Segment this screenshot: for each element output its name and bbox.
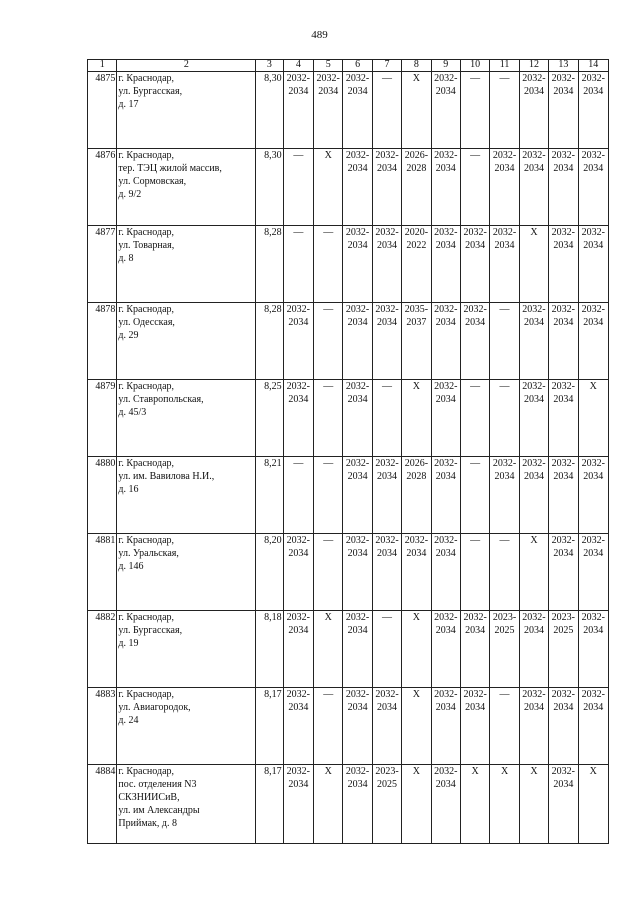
address: г. Краснодар, ул. Уральская, д. 146	[117, 534, 256, 611]
record-number: 4879	[88, 380, 117, 457]
period-cell: 2032- 2034	[490, 457, 519, 534]
period-cell: 2032- 2034	[343, 303, 372, 380]
address: г. Краснодар, тер. ТЭЦ жилой массив, ул. Сормовская, д. 9/2	[117, 149, 256, 226]
period-cell: 2032- 2034	[519, 611, 548, 688]
period-cell: 2032- 2034	[431, 534, 460, 611]
period-cell: 2032- 2034	[372, 226, 401, 303]
column-header: 3	[256, 60, 283, 72]
period-cell: 2032- 2034	[549, 765, 578, 844]
address: г. Краснодар, ул. Бургасская, д. 17	[117, 72, 256, 149]
period-cell: 2023- 2025	[490, 611, 519, 688]
column-header: 11	[490, 60, 519, 72]
rating-value: 8,21	[256, 457, 283, 534]
period-cell: —	[490, 303, 519, 380]
period-cell: 2032- 2034	[460, 688, 489, 765]
period-cell: —	[314, 226, 343, 303]
period-cell: 2032- 2034	[549, 72, 578, 149]
rating-value: 8,17	[256, 688, 283, 765]
period-cell: 2032- 2034	[490, 149, 519, 226]
period-cell: X	[578, 380, 608, 457]
period-cell: 2032- 2034	[283, 303, 313, 380]
period-cell: 2032- 2034	[549, 688, 578, 765]
page-number: 489	[311, 29, 328, 41]
period-cell: X	[314, 149, 343, 226]
period-cell: 2032- 2034	[372, 534, 401, 611]
period-cell: 2032- 2034	[431, 380, 460, 457]
period-cell: —	[460, 534, 489, 611]
table-row	[88, 611, 609, 688]
period-cell: —	[490, 380, 519, 457]
period-cell: 2032- 2034	[519, 72, 548, 149]
period-cell: —	[372, 611, 401, 688]
table-row	[88, 72, 609, 149]
column-header: 5	[314, 60, 343, 72]
period-cell: 2032- 2034	[578, 72, 608, 149]
column-header: 4	[283, 60, 313, 72]
period-cell: 2032- 2034	[519, 303, 548, 380]
column-header: 13	[549, 60, 578, 72]
period-cell: —	[283, 226, 313, 303]
address: г. Краснодар, ул. Товарная, д. 8	[117, 226, 256, 303]
period-cell: —	[283, 149, 313, 226]
column-header: 1	[88, 60, 117, 72]
record-number: 4878	[88, 303, 117, 380]
period-cell: 2032- 2034	[431, 72, 460, 149]
period-cell: —	[283, 457, 313, 534]
period-cell: 2032- 2034	[549, 149, 578, 226]
record-number: 4877	[88, 226, 117, 303]
period-cell: 2032- 2034	[343, 534, 372, 611]
column-header: 6	[343, 60, 372, 72]
period-cell: 2032- 2034	[578, 688, 608, 765]
period-cell: 2032- 2034	[578, 534, 608, 611]
period-cell: 2032- 2034	[343, 457, 372, 534]
rating-value: 8,20	[256, 534, 283, 611]
period-cell: 2032- 2034	[460, 611, 489, 688]
rating-value: 8,25	[256, 380, 283, 457]
period-cell: 2032- 2034	[431, 765, 460, 844]
address: г. Краснодар, ул. им. Вавилова Н.И., д. 16	[117, 457, 256, 534]
period-cell: X	[490, 765, 519, 844]
period-cell: X	[402, 765, 431, 844]
period-cell: 2026- 2028	[402, 149, 431, 226]
period-cell: 2032- 2034	[314, 72, 343, 149]
period-cell: X	[402, 688, 431, 765]
period-cell: 2032- 2034	[283, 534, 313, 611]
period-cell: —	[460, 149, 489, 226]
period-cell: —	[460, 457, 489, 534]
address: г. Краснодар, ул. Авиагородок, д. 24	[117, 688, 256, 765]
table-row	[88, 765, 609, 844]
column-header: 7	[372, 60, 401, 72]
period-cell: 2032- 2034	[549, 226, 578, 303]
period-cell: 2032- 2034	[343, 765, 372, 844]
table-row	[88, 380, 609, 457]
period-cell: 2032- 2034	[283, 611, 313, 688]
period-cell: 2032- 2034	[343, 226, 372, 303]
period-cell: 2032- 2034	[578, 149, 608, 226]
period-cell: 2032- 2034	[283, 765, 313, 844]
period-cell: 2032- 2034	[343, 149, 372, 226]
period-cell: 2032- 2034	[402, 534, 431, 611]
rating-value: 8,28	[256, 226, 283, 303]
period-cell: 2032- 2034	[578, 226, 608, 303]
period-cell: 2026- 2028	[402, 457, 431, 534]
period-cell: 2032- 2034	[578, 611, 608, 688]
period-cell: 2032- 2034	[519, 457, 548, 534]
address: г. Краснодар, ул. Бургасская, д. 19	[117, 611, 256, 688]
period-cell: X	[402, 611, 431, 688]
period-cell: X	[519, 765, 548, 844]
period-cell: 2032- 2034	[519, 149, 548, 226]
column-header: 12	[519, 60, 548, 72]
period-cell: 2032- 2034	[490, 226, 519, 303]
column-number-header-row	[88, 60, 609, 72]
period-cell: 2032- 2034	[343, 688, 372, 765]
period-cell: —	[490, 534, 519, 611]
period-cell: 2032- 2034	[372, 688, 401, 765]
record-number: 4883	[88, 688, 117, 765]
period-cell: 2032- 2034	[283, 380, 313, 457]
period-cell: 2032- 2034	[578, 457, 608, 534]
address: г. Краснодар, ул. Ставропольская, д. 45/3	[117, 380, 256, 457]
period-cell: 2035- 2037	[402, 303, 431, 380]
period-cell: X	[314, 765, 343, 844]
period-cell: —	[314, 457, 343, 534]
rating-value: 8,18	[256, 611, 283, 688]
table-row	[88, 226, 609, 303]
column-header: 14	[578, 60, 608, 72]
table-row	[88, 534, 609, 611]
period-cell: 2032- 2034	[549, 534, 578, 611]
period-cell: 2032- 2034	[343, 72, 372, 149]
period-cell: 2032- 2034	[372, 303, 401, 380]
address: г. Краснодар, пос. отделения N3 СКЗНИИСиВ, ул. им Александры Приймак, д. 8	[117, 765, 256, 844]
period-cell: 2032- 2034	[372, 457, 401, 534]
period-cell: 2032- 2034	[549, 457, 578, 534]
period-cell: 2032- 2034	[519, 380, 548, 457]
rating-value: 8,17	[256, 765, 283, 844]
table-row	[88, 457, 609, 534]
period-cell: 2032- 2034	[519, 688, 548, 765]
period-cell: 2032- 2034	[343, 611, 372, 688]
period-cell: X	[578, 765, 608, 844]
period-cell: 2023- 2025	[372, 765, 401, 844]
period-cell: X	[460, 765, 489, 844]
period-cell: X	[519, 226, 548, 303]
period-cell: —	[372, 380, 401, 457]
housing-registry-table	[87, 59, 609, 844]
column-header: 9	[431, 60, 460, 72]
period-cell: 2032- 2034	[460, 226, 489, 303]
period-cell: —	[314, 380, 343, 457]
period-cell: 2032- 2034	[431, 303, 460, 380]
period-cell: —	[490, 72, 519, 149]
period-cell: 2032- 2034	[283, 72, 313, 149]
period-cell: 2032- 2034	[431, 226, 460, 303]
period-cell: 2032- 2034	[372, 149, 401, 226]
address: г. Краснодар, ул. Одесская, д. 29	[117, 303, 256, 380]
period-cell: X	[314, 611, 343, 688]
period-cell: 2032- 2034	[431, 149, 460, 226]
period-cell: 2023- 2025	[549, 611, 578, 688]
table-row	[88, 688, 609, 765]
record-number: 4884	[88, 765, 117, 844]
record-number: 4881	[88, 534, 117, 611]
table-row	[88, 303, 609, 380]
period-cell: 2032- 2034	[431, 611, 460, 688]
period-cell: —	[314, 688, 343, 765]
column-header: 10	[460, 60, 489, 72]
period-cell: 2032- 2034	[431, 688, 460, 765]
period-cell: —	[490, 688, 519, 765]
record-number: 4875	[88, 72, 117, 149]
period-cell: 2032- 2034	[343, 380, 372, 457]
record-number: 4876	[88, 149, 117, 226]
rating-value: 8,30	[256, 149, 283, 226]
period-cell: 2032- 2034	[549, 303, 578, 380]
period-cell: X	[402, 380, 431, 457]
period-cell: —	[460, 72, 489, 149]
period-cell: 2032- 2034	[283, 688, 313, 765]
period-cell: —	[460, 380, 489, 457]
rating-value: 8,28	[256, 303, 283, 380]
period-cell: X	[519, 534, 548, 611]
column-header: 2	[117, 60, 256, 72]
rating-value: 8,30	[256, 72, 283, 149]
column-header: 8	[402, 60, 431, 72]
period-cell: 2032- 2034	[549, 380, 578, 457]
record-number: 4880	[88, 457, 117, 534]
period-cell: —	[372, 72, 401, 149]
period-cell: 2032- 2034	[460, 303, 489, 380]
period-cell: 2032- 2034	[578, 303, 608, 380]
record-number: 4882	[88, 611, 117, 688]
period-cell: 2032- 2034	[431, 457, 460, 534]
period-cell: X	[402, 72, 431, 149]
period-cell: —	[314, 534, 343, 611]
table-row	[88, 149, 609, 226]
period-cell: —	[314, 303, 343, 380]
period-cell: 2020- 2022	[402, 226, 431, 303]
